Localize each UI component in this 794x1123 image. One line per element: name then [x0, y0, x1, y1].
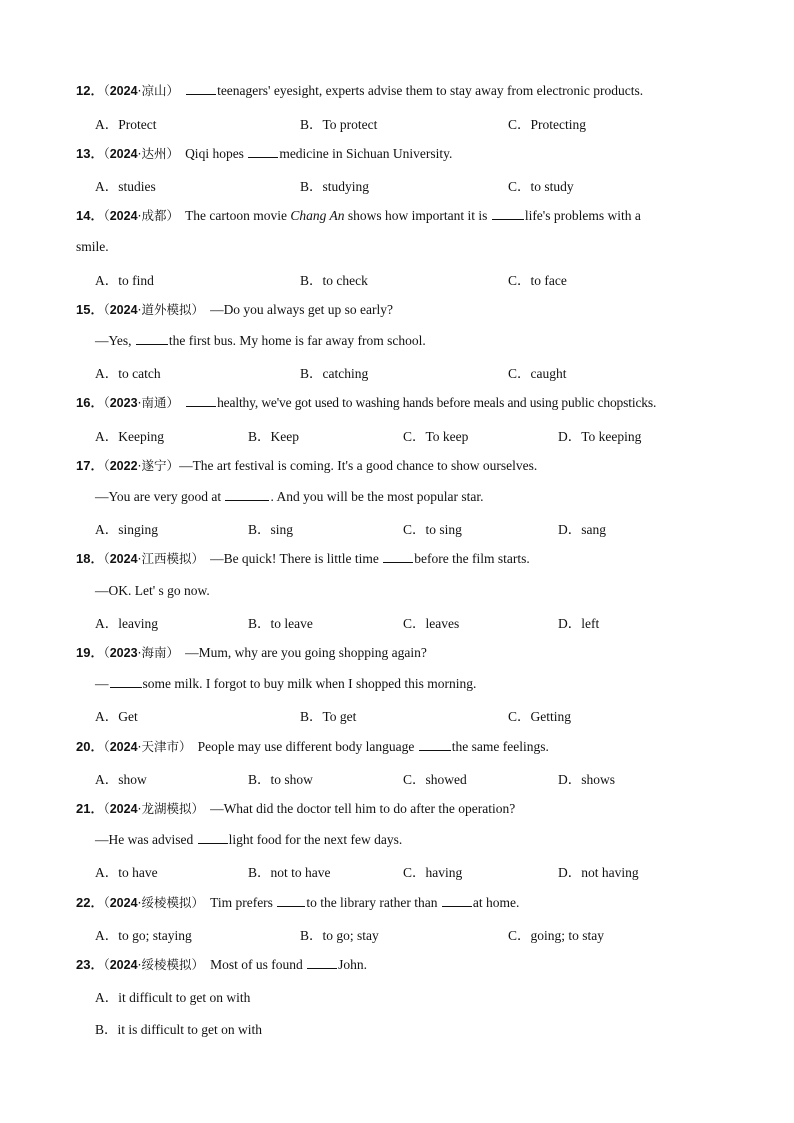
question-source: （2023·南通）	[103, 395, 180, 410]
question-number: 22．	[76, 895, 104, 910]
question-12	[76, 81, 754, 101]
question-text: some milk. I forgot to buy milk when I shopped this morning.	[142, 676, 477, 691]
question-source: （2023·海南）	[103, 645, 180, 660]
option-b: B．catching	[300, 366, 369, 381]
option-c: C．to sing	[403, 522, 462, 537]
question-14-continued: smile.	[76, 239, 109, 254]
option-b: B．To get	[300, 709, 357, 724]
option-a: A．Get	[95, 709, 138, 724]
question-16	[76, 393, 754, 413]
question-18	[76, 549, 754, 569]
question-22	[76, 893, 754, 913]
question-text: —He was advised	[95, 832, 194, 847]
option-a: A．to catch	[95, 366, 161, 381]
option-b: B．To protect	[300, 117, 378, 132]
option-d: D．To keeping	[558, 429, 642, 444]
option-b: B．it is difficult to get on with	[95, 1022, 262, 1037]
question-text: healthy, we've got used to washing hands before meals and using public chopsticks.	[217, 395, 657, 410]
question-source: （2024·龙湖模拟）	[103, 801, 205, 816]
option-a: A．singing	[95, 522, 159, 537]
question-text: —	[95, 676, 109, 691]
question-source: （2024·江西模拟）	[103, 551, 205, 566]
option-d: D．left	[558, 616, 600, 631]
question-text: —You are very good at	[95, 489, 222, 504]
option-b: B．not to have	[248, 865, 331, 880]
question-number: 17．	[76, 458, 104, 473]
option-c: C．To keep	[403, 429, 469, 444]
option-c: C．leaves	[403, 616, 460, 631]
question-source: （2024·天津市）	[103, 739, 192, 754]
answer-blank	[110, 675, 142, 688]
question-number: 15．	[76, 302, 104, 317]
option-b: B．studying	[300, 179, 370, 194]
answer-blank	[383, 550, 413, 563]
answer-blank	[492, 207, 524, 220]
option-b: B．to go; stay	[300, 928, 379, 943]
question-text: —Do you always get up so early?	[210, 302, 394, 317]
question-13	[76, 144, 754, 164]
question-text: —Mum, why are you going shopping again?	[185, 645, 427, 660]
option-b: B．to show	[248, 772, 313, 787]
answer-blank	[186, 82, 216, 95]
question-text: People may use different body language	[197, 739, 415, 754]
question-21-reply	[95, 830, 754, 850]
option-a: A．show	[95, 772, 147, 787]
question-20	[76, 737, 754, 757]
question-number: 12．	[76, 83, 104, 98]
question-text: the same feelings.	[451, 739, 549, 754]
question-source: （2024·成都）	[103, 208, 180, 223]
option-a: A．to go; staying	[95, 928, 192, 943]
question-text: to the library rather than	[306, 895, 438, 910]
question-text: teenagers' eyesight, experts advise them to stay away from electronic products.	[217, 83, 644, 98]
question-number: 23．	[76, 957, 104, 972]
question-text: —Yes,	[95, 333, 132, 348]
question-number: 21．	[76, 801, 104, 816]
option-a: A．leaving	[95, 616, 158, 631]
question-15	[76, 300, 754, 320]
question-text: medicine in Sichuan University.	[279, 146, 453, 161]
option-a: A．studies	[95, 179, 156, 194]
answer-blank	[248, 145, 278, 158]
question-source: （2024·达州）	[103, 146, 180, 161]
question-number: 18．	[76, 551, 104, 566]
option-a: A．it difficult to get on with	[95, 990, 251, 1005]
answer-blank	[198, 831, 228, 844]
question-text: Tim prefers	[210, 895, 273, 910]
answer-blank	[442, 894, 472, 907]
option-c: C．showed	[403, 772, 467, 787]
option-c: C．having	[403, 865, 463, 880]
option-c: C．to face	[508, 273, 567, 288]
answer-blank	[225, 488, 269, 501]
question-source: （2022·遂宁）	[103, 458, 180, 473]
answer-blank	[136, 332, 168, 345]
question-text: shows how important it is	[347, 208, 488, 223]
option-c: C．going; to stay	[508, 928, 605, 943]
option-c: C．Getting	[508, 709, 571, 724]
question-23	[76, 955, 754, 975]
option-a: A．to have	[95, 865, 158, 880]
question-text: . And you will be the most popular star.	[270, 489, 484, 504]
question-text: at home.	[472, 895, 520, 910]
question-text: —The art festival is coming. It's a good chance to show ourselves.	[179, 458, 538, 473]
question-text: —What did the doctor tell him to do after the operation?	[210, 801, 516, 816]
answer-blank	[277, 894, 305, 907]
option-b: B．Keep	[248, 429, 299, 444]
question-number: 16．	[76, 395, 104, 410]
question-text: light food for the next few days.	[228, 832, 403, 847]
question-source: （2024·绥棱模拟）	[103, 957, 205, 972]
option-a: A．Protect	[95, 117, 157, 132]
question-number: 20．	[76, 739, 104, 754]
option-a: A．to find	[95, 273, 154, 288]
question-text: the first bus. My home is far away from school.	[168, 333, 426, 348]
question-source: （2024·凉山）	[103, 83, 180, 98]
question-17-reply	[95, 487, 754, 507]
question-18-reply: —OK. Let' s go now.	[95, 583, 210, 598]
question-19-reply	[95, 674, 754, 694]
question-text: before the film starts.	[414, 551, 530, 566]
question-text: Most of us found	[210, 957, 303, 972]
question-text: life's problems with a	[524, 208, 641, 223]
option-b: B．to leave	[248, 616, 313, 631]
question-text: The cartoon movie	[185, 208, 288, 223]
question-14	[76, 206, 754, 226]
question-source: （2024·绥棱模拟）	[103, 895, 205, 910]
option-c: C．Protecting	[508, 117, 586, 132]
question-15-reply	[95, 331, 754, 351]
answer-blank	[419, 738, 451, 751]
question-21	[76, 799, 754, 819]
option-b: B．sing	[248, 522, 294, 537]
option-d: D．not having	[558, 865, 639, 880]
question-text: Qiqi hopes	[185, 146, 244, 161]
movie-title: Chang An	[290, 208, 345, 223]
option-d: D．sang	[558, 522, 606, 537]
question-number: 13．	[76, 146, 104, 161]
answer-blank	[186, 394, 216, 407]
question-text: John.	[338, 957, 367, 972]
answer-blank	[307, 956, 337, 969]
question-text: —Be quick! There is little time	[210, 551, 379, 566]
option-c: C．caught	[508, 366, 567, 381]
option-b: B．to check	[300, 273, 368, 288]
option-a: A．Keeping	[95, 429, 164, 444]
question-17	[76, 456, 754, 476]
question-19	[76, 643, 754, 663]
option-c: C．to study	[508, 179, 574, 194]
question-number: 14．	[76, 208, 104, 223]
question-source: （2024·道外模拟）	[103, 302, 205, 317]
option-d: D．shows	[558, 772, 616, 787]
question-number: 19．	[76, 645, 104, 660]
